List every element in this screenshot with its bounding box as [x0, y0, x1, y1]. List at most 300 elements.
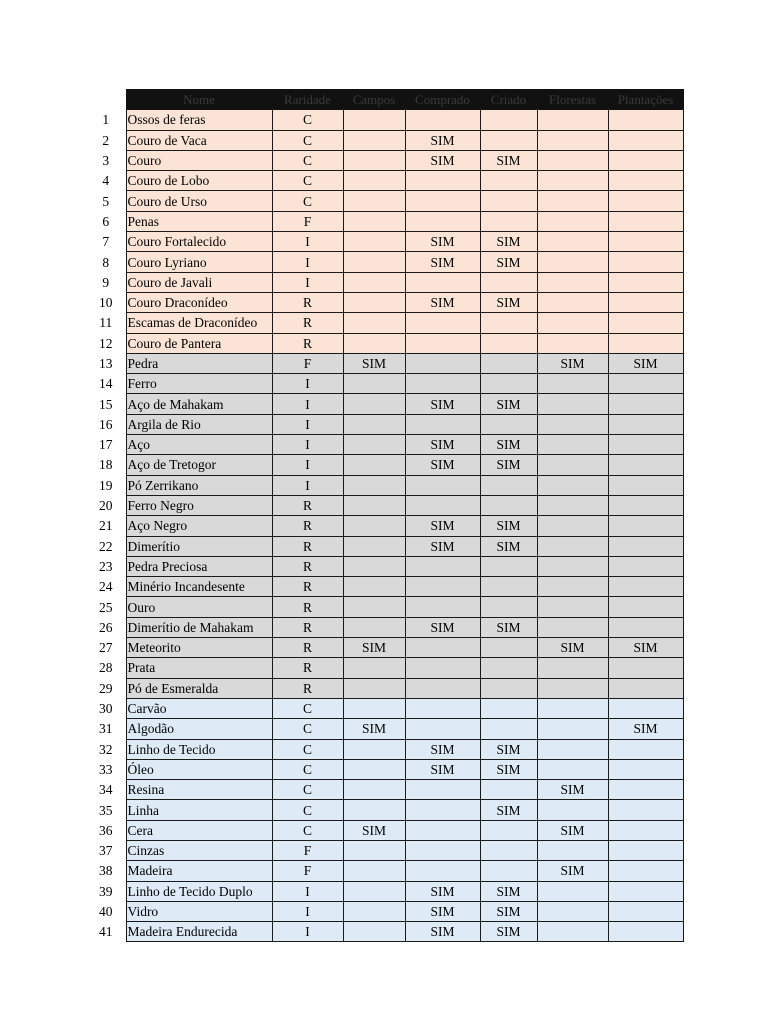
cell-comprado[interactable] — [405, 333, 480, 353]
cell-campos[interactable] — [343, 739, 405, 759]
cell-campos[interactable] — [343, 698, 405, 718]
cell-nome[interactable]: Pó Zerrikano — [126, 475, 272, 495]
cell-criado[interactable] — [480, 191, 537, 211]
cell-comprado[interactable] — [405, 719, 480, 739]
cell-raridade[interactable]: I — [272, 394, 343, 414]
cell-raridade[interactable]: C — [272, 719, 343, 739]
cell-criado[interactable] — [480, 820, 537, 840]
cell-raridade[interactable]: R — [272, 333, 343, 353]
cell-raridade[interactable]: R — [272, 292, 343, 312]
cell-criado[interactable]: SIM — [480, 150, 537, 170]
cell-raridade[interactable]: I — [272, 475, 343, 495]
cell-plantacoes[interactable] — [608, 840, 683, 860]
cell-campos[interactable] — [343, 678, 405, 698]
cell-comprado[interactable]: SIM — [405, 881, 480, 901]
cell-nome[interactable]: Madeira — [126, 861, 272, 881]
cell-comprado[interactable]: SIM — [405, 455, 480, 475]
cell-campos[interactable] — [343, 171, 405, 191]
cell-nome[interactable]: Aço de Mahakam — [126, 394, 272, 414]
cell-raridade[interactable]: C — [272, 800, 343, 820]
cell-raridade[interactable]: I — [272, 252, 343, 272]
cell-criado[interactable] — [480, 313, 537, 333]
cell-plantacoes[interactable] — [608, 495, 683, 515]
cell-nome[interactable]: Escamas de Draconídeo — [126, 313, 272, 333]
cell-nome[interactable]: Resina — [126, 780, 272, 800]
cell-plantacoes[interactable] — [608, 658, 683, 678]
table-row — [86, 110, 683, 130]
cell-criado[interactable] — [480, 638, 537, 658]
cell-nome[interactable]: Carvão — [126, 698, 272, 718]
cell-nome[interactable]: Argila de Rio — [126, 414, 272, 434]
cell-comprado[interactable]: SIM — [405, 150, 480, 170]
cell-nome[interactable]: Aço Negro — [126, 516, 272, 536]
cell-nome[interactable]: Linho de Tecido Duplo — [126, 881, 272, 901]
cell-raridade[interactable]: C — [272, 171, 343, 191]
cell-nome[interactable]: Couro Fortalecido — [126, 232, 272, 252]
cell-criado[interactable]: SIM — [480, 252, 537, 272]
cell-campos[interactable] — [343, 617, 405, 637]
table-row — [86, 800, 683, 820]
cell-nome[interactable]: Minério Incandesente — [126, 577, 272, 597]
cell-criado[interactable] — [480, 374, 537, 394]
cell-campos[interactable] — [343, 881, 405, 901]
cell-comprado[interactable]: SIM — [405, 394, 480, 414]
cell-raridade[interactable]: F — [272, 840, 343, 860]
cell-comprado[interactable]: SIM — [405, 292, 480, 312]
cell-campos[interactable] — [343, 536, 405, 556]
cell-nome[interactable]: Couro de Urso — [126, 191, 272, 211]
cell-florestas[interactable] — [537, 597, 608, 617]
cell-comprado[interactable] — [405, 658, 480, 678]
cell-raridade[interactable]: C — [272, 698, 343, 718]
cell-plantacoes[interactable] — [608, 171, 683, 191]
table-row — [86, 658, 683, 678]
cell-comprado[interactable] — [405, 353, 480, 373]
cell-raridade[interactable]: R — [272, 556, 343, 576]
cell-criado[interactable]: SIM — [480, 232, 537, 252]
cell-campos[interactable] — [343, 658, 405, 678]
cell-criado[interactable]: SIM — [480, 292, 537, 312]
row-number: 6 — [86, 211, 126, 231]
cell-nome[interactable]: Couro — [126, 150, 272, 170]
cell-plantacoes[interactable] — [608, 374, 683, 394]
cell-florestas[interactable] — [537, 739, 608, 759]
cell-plantacoes[interactable] — [608, 272, 683, 292]
cell-nome[interactable]: Aço de Tretogor — [126, 455, 272, 475]
row-number: 40 — [86, 901, 126, 921]
cell-plantacoes[interactable] — [608, 820, 683, 840]
cell-plantacoes[interactable] — [608, 861, 683, 881]
cell-raridade[interactable]: I — [272, 414, 343, 434]
cell-florestas[interactable] — [537, 577, 608, 597]
cell-nome[interactable]: Cera — [126, 820, 272, 840]
cell-florestas[interactable] — [537, 252, 608, 272]
row-number: 10 — [86, 292, 126, 312]
cell-comprado[interactable]: SIM — [405, 739, 480, 759]
cell-campos[interactable] — [343, 861, 405, 881]
cell-raridade[interactable]: C — [272, 110, 343, 130]
cell-criado[interactable]: SIM — [480, 435, 537, 455]
cell-campos[interactable] — [343, 211, 405, 231]
cell-plantacoes[interactable] — [608, 922, 683, 942]
cell-florestas[interactable] — [537, 211, 608, 231]
cell-raridade[interactable]: I — [272, 455, 343, 475]
cell-florestas[interactable] — [537, 191, 608, 211]
cell-campos[interactable] — [343, 901, 405, 921]
cell-raridade[interactable]: R — [272, 638, 343, 658]
cell-nome[interactable]: Ossos de feras — [126, 110, 272, 130]
cell-campos[interactable] — [343, 191, 405, 211]
cell-florestas[interactable] — [537, 150, 608, 170]
cell-florestas[interactable] — [537, 333, 608, 353]
cell-raridade[interactable]: R — [272, 617, 343, 637]
cell-campos[interactable]: SIM — [343, 719, 405, 739]
cell-nome[interactable]: Aço — [126, 435, 272, 455]
cell-florestas[interactable] — [537, 110, 608, 130]
cell-criado[interactable]: SIM — [480, 617, 537, 637]
cell-comprado[interactable] — [405, 698, 480, 718]
cell-nome[interactable]: Dimerítio — [126, 536, 272, 556]
cell-comprado[interactable] — [405, 638, 480, 658]
cell-comprado[interactable] — [405, 414, 480, 434]
cell-criado[interactable] — [480, 211, 537, 231]
cell-criado[interactable]: SIM — [480, 901, 537, 921]
cell-comprado[interactable] — [405, 780, 480, 800]
cell-criado[interactable] — [480, 333, 537, 353]
cell-criado[interactable]: SIM — [480, 394, 537, 414]
cell-plantacoes[interactable] — [608, 556, 683, 576]
cell-criado[interactable] — [480, 272, 537, 292]
cell-florestas[interactable] — [537, 414, 608, 434]
cell-plantacoes[interactable] — [608, 191, 683, 211]
cell-campos[interactable] — [343, 292, 405, 312]
cell-florestas[interactable] — [537, 394, 608, 414]
table-row — [86, 232, 683, 252]
cell-criado[interactable]: SIM — [480, 536, 537, 556]
cell-criado[interactable] — [480, 495, 537, 515]
cell-comprado[interactable] — [405, 475, 480, 495]
cell-plantacoes[interactable]: SIM — [608, 719, 683, 739]
cell-plantacoes[interactable] — [608, 211, 683, 231]
cell-plantacoes[interactable] — [608, 475, 683, 495]
cell-plantacoes[interactable] — [608, 881, 683, 901]
cell-florestas[interactable]: SIM — [537, 780, 608, 800]
cell-plantacoes[interactable] — [608, 435, 683, 455]
cell-raridade[interactable]: I — [272, 374, 343, 394]
cell-campos[interactable] — [343, 516, 405, 536]
cell-criado[interactable] — [480, 475, 537, 495]
cell-criado[interactable]: SIM — [480, 800, 537, 820]
cell-raridade[interactable]: R — [272, 577, 343, 597]
cell-campos[interactable] — [343, 922, 405, 942]
cell-raridade[interactable]: R — [272, 536, 343, 556]
cell-nome[interactable]: Couro Draconídeo — [126, 292, 272, 312]
cell-raridade[interactable]: C — [272, 739, 343, 759]
cell-campos[interactable]: SIM — [343, 820, 405, 840]
cell-florestas[interactable] — [537, 759, 608, 779]
cell-florestas[interactable] — [537, 455, 608, 475]
cell-campos[interactable] — [343, 435, 405, 455]
table-row — [86, 272, 683, 292]
cell-criado[interactable] — [480, 556, 537, 576]
cell-florestas[interactable] — [537, 516, 608, 536]
cell-criado[interactable] — [480, 719, 537, 739]
cell-nome[interactable]: Pó de Esmeralda — [126, 678, 272, 698]
cell-raridade[interactable]: I — [272, 435, 343, 455]
cell-campos[interactable] — [343, 455, 405, 475]
cell-florestas[interactable]: SIM — [537, 820, 608, 840]
cell-plantacoes[interactable] — [608, 333, 683, 353]
cell-raridade[interactable]: R — [272, 516, 343, 536]
cell-raridade[interactable]: I — [272, 881, 343, 901]
cell-raridade[interactable]: I — [272, 272, 343, 292]
cell-florestas[interactable] — [537, 292, 608, 312]
cell-criado[interactable] — [480, 861, 537, 881]
cell-comprado[interactable] — [405, 191, 480, 211]
cell-comprado[interactable] — [405, 171, 480, 191]
cell-nome[interactable]: Penas — [126, 211, 272, 231]
cell-plantacoes[interactable] — [608, 739, 683, 759]
cell-plantacoes[interactable] — [608, 577, 683, 597]
cell-florestas[interactable] — [537, 435, 608, 455]
cell-raridade[interactable]: C — [272, 191, 343, 211]
cell-raridade[interactable]: I — [272, 922, 343, 942]
cell-raridade[interactable]: F — [272, 861, 343, 881]
cell-campos[interactable] — [343, 252, 405, 272]
cell-florestas[interactable] — [537, 130, 608, 150]
row-number: 41 — [86, 922, 126, 942]
cell-comprado[interactable] — [405, 495, 480, 515]
cell-comprado[interactable] — [405, 840, 480, 860]
cell-florestas[interactable] — [537, 495, 608, 515]
cell-comprado[interactable] — [405, 861, 480, 881]
cell-comprado[interactable] — [405, 597, 480, 617]
cell-florestas[interactable] — [537, 475, 608, 495]
cell-comprado[interactable] — [405, 556, 480, 576]
cell-florestas[interactable] — [537, 556, 608, 576]
cell-florestas[interactable]: SIM — [537, 638, 608, 658]
cell-nome[interactable]: Ouro — [126, 597, 272, 617]
cell-campos[interactable] — [343, 110, 405, 130]
cell-campos[interactable] — [343, 597, 405, 617]
cell-criado[interactable] — [480, 353, 537, 373]
cell-florestas[interactable] — [537, 698, 608, 718]
cell-comprado[interactable]: SIM — [405, 252, 480, 272]
cell-criado[interactable]: SIM — [480, 739, 537, 759]
cell-criado[interactable]: SIM — [480, 922, 537, 942]
cell-comprado[interactable] — [405, 313, 480, 333]
cell-plantacoes[interactable] — [608, 252, 683, 272]
cell-comprado[interactable] — [405, 374, 480, 394]
cell-criado[interactable] — [480, 698, 537, 718]
cell-plantacoes[interactable] — [608, 232, 683, 252]
cell-nome[interactable]: Vidro — [126, 901, 272, 921]
cell-florestas[interactable] — [537, 171, 608, 191]
cell-florestas[interactable] — [537, 232, 608, 252]
cell-plantacoes[interactable] — [608, 759, 683, 779]
cell-comprado[interactable] — [405, 577, 480, 597]
cell-campos[interactable] — [343, 414, 405, 434]
cell-nome[interactable]: Couro de Javali — [126, 272, 272, 292]
cell-criado[interactable] — [480, 597, 537, 617]
cell-campos[interactable] — [343, 759, 405, 779]
cell-campos[interactable] — [343, 475, 405, 495]
cell-campos[interactable] — [343, 333, 405, 353]
cell-plantacoes[interactable] — [608, 414, 683, 434]
cell-florestas[interactable] — [537, 719, 608, 739]
cell-plantacoes[interactable] — [608, 800, 683, 820]
cell-criado[interactable] — [480, 414, 537, 434]
header-criado: Criado — [480, 90, 537, 110]
cell-comprado[interactable]: SIM — [405, 759, 480, 779]
cell-campos[interactable] — [343, 130, 405, 150]
cell-raridade[interactable]: R — [272, 313, 343, 333]
cell-plantacoes[interactable] — [608, 617, 683, 637]
cell-nome[interactable]: Couro Lyriano — [126, 252, 272, 272]
cell-criado[interactable]: SIM — [480, 516, 537, 536]
cell-nome[interactable]: Ferro — [126, 374, 272, 394]
cell-comprado[interactable] — [405, 678, 480, 698]
cell-comprado[interactable]: SIM — [405, 435, 480, 455]
cell-nome[interactable]: Couro de Vaca — [126, 130, 272, 150]
cell-plantacoes[interactable] — [608, 536, 683, 556]
cell-plantacoes[interactable] — [608, 394, 683, 414]
cell-comprado[interactable]: SIM — [405, 922, 480, 942]
cell-comprado[interactable] — [405, 211, 480, 231]
cell-nome[interactable]: Prata — [126, 658, 272, 678]
row-number: 31 — [86, 719, 126, 739]
cell-raridade[interactable]: C — [272, 130, 343, 150]
cell-campos[interactable] — [343, 800, 405, 820]
cell-nome[interactable]: Couro de Lobo — [126, 171, 272, 191]
cell-comprado[interactable]: SIM — [405, 901, 480, 921]
cell-raridade[interactable]: R — [272, 678, 343, 698]
cell-nome[interactable]: Linha — [126, 800, 272, 820]
cell-raridade[interactable]: R — [272, 495, 343, 515]
cell-nome[interactable]: Óleo — [126, 759, 272, 779]
cell-nome[interactable]: Pedra — [126, 353, 272, 373]
cell-campos[interactable] — [343, 556, 405, 576]
cell-florestas[interactable]: SIM — [537, 353, 608, 373]
cell-florestas[interactable] — [537, 272, 608, 292]
cell-florestas[interactable] — [537, 901, 608, 921]
cell-florestas[interactable] — [537, 800, 608, 820]
cell-comprado[interactable] — [405, 110, 480, 130]
cell-comprado[interactable]: SIM — [405, 536, 480, 556]
cell-campos[interactable] — [343, 577, 405, 597]
cell-plantacoes[interactable] — [608, 698, 683, 718]
cell-plantacoes[interactable] — [608, 780, 683, 800]
cell-raridade[interactable]: R — [272, 658, 343, 678]
cell-raridade[interactable]: F — [272, 353, 343, 373]
cell-raridade[interactable]: C — [272, 780, 343, 800]
cell-campos[interactable] — [343, 780, 405, 800]
cell-raridade[interactable]: I — [272, 232, 343, 252]
cell-criado[interactable] — [480, 577, 537, 597]
cell-raridade[interactable]: I — [272, 901, 343, 921]
cell-plantacoes[interactable] — [608, 516, 683, 536]
cell-campos[interactable] — [343, 232, 405, 252]
cell-criado[interactable] — [480, 678, 537, 698]
cell-plantacoes[interactable] — [608, 313, 683, 333]
cell-florestas[interactable]: SIM — [537, 861, 608, 881]
cell-comprado[interactable] — [405, 820, 480, 840]
cell-nome[interactable]: Madeira Endurecida — [126, 922, 272, 942]
cell-plantacoes[interactable] — [608, 678, 683, 698]
table-row — [86, 150, 683, 170]
cell-florestas[interactable] — [537, 840, 608, 860]
cell-nome[interactable]: Linho de Tecido — [126, 739, 272, 759]
cell-raridade[interactable]: C — [272, 150, 343, 170]
cell-plantacoes[interactable] — [608, 110, 683, 130]
cell-florestas[interactable] — [537, 881, 608, 901]
cell-plantacoes[interactable]: SIM — [608, 638, 683, 658]
cell-florestas[interactable] — [537, 617, 608, 637]
cell-plantacoes[interactable] — [608, 901, 683, 921]
cell-nome[interactable]: Algodão — [126, 719, 272, 739]
cell-florestas[interactable] — [537, 374, 608, 394]
cell-comprado[interactable]: SIM — [405, 516, 480, 536]
cell-plantacoes[interactable] — [608, 150, 683, 170]
cell-campos[interactable] — [343, 394, 405, 414]
cell-campos[interactable] — [343, 495, 405, 515]
cell-nome[interactable]: Meteorito — [126, 638, 272, 658]
cell-florestas[interactable] — [537, 536, 608, 556]
cell-campos[interactable] — [343, 150, 405, 170]
cell-raridade[interactable]: F — [272, 211, 343, 231]
cell-campos[interactable]: SIM — [343, 638, 405, 658]
cell-comprado[interactable] — [405, 800, 480, 820]
cell-plantacoes[interactable]: SIM — [608, 353, 683, 373]
cell-criado[interactable] — [480, 130, 537, 150]
cell-comprado[interactable]: SIM — [405, 130, 480, 150]
cell-florestas[interactable] — [537, 658, 608, 678]
cell-criado[interactable]: SIM — [480, 881, 537, 901]
cell-campos[interactable] — [343, 374, 405, 394]
cell-raridade[interactable]: C — [272, 759, 343, 779]
cell-criado[interactable] — [480, 780, 537, 800]
cell-plantacoes[interactable] — [608, 292, 683, 312]
cell-plantacoes[interactable] — [608, 455, 683, 475]
cell-campos[interactable] — [343, 840, 405, 860]
cell-plantacoes[interactable] — [608, 597, 683, 617]
cell-campos[interactable]: SIM — [343, 353, 405, 373]
cell-criado[interactable] — [480, 658, 537, 678]
cell-criado[interactable] — [480, 110, 537, 130]
cell-campos[interactable] — [343, 272, 405, 292]
cell-criado[interactable]: SIM — [480, 455, 537, 475]
cell-plantacoes[interactable] — [608, 130, 683, 150]
cell-nome[interactable]: Pedra Preciosa — [126, 556, 272, 576]
cell-nome[interactable]: Dimerítio de Mahakam — [126, 617, 272, 637]
cell-comprado[interactable]: SIM — [405, 617, 480, 637]
cell-nome[interactable]: Ferro Negro — [126, 495, 272, 515]
cell-comprado[interactable] — [405, 272, 480, 292]
cell-criado[interactable] — [480, 171, 537, 191]
cell-nome[interactable]: Couro de Pantera — [126, 333, 272, 353]
cell-raridade[interactable]: R — [272, 597, 343, 617]
cell-campos[interactable] — [343, 313, 405, 333]
cell-florestas[interactable] — [537, 678, 608, 698]
cell-florestas[interactable] — [537, 922, 608, 942]
cell-raridade[interactable]: C — [272, 820, 343, 840]
table-row — [86, 759, 683, 779]
cell-nome[interactable]: Cinzas — [126, 840, 272, 860]
cell-criado[interactable] — [480, 840, 537, 860]
cell-comprado[interactable]: SIM — [405, 232, 480, 252]
cell-florestas[interactable] — [537, 313, 608, 333]
cell-criado[interactable]: SIM — [480, 759, 537, 779]
